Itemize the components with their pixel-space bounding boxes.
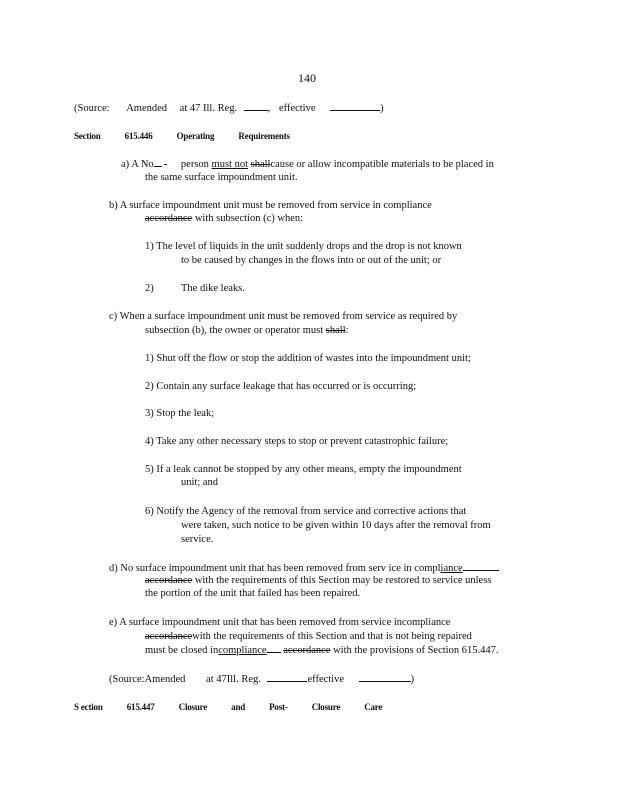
section-title-word: Care: [364, 702, 383, 712]
section-title-word: Operating: [176, 131, 215, 141]
register-blank: [244, 101, 268, 111]
item-c-line-1: c) When a surface impoundment unit must be removed from service as required by: [109, 311, 458, 322]
source-note: [74, 101, 384, 115]
item-a-line-1: [121, 157, 494, 171]
deleted-text: shall: [325, 325, 346, 336]
section-label: Section: [74, 131, 101, 141]
item-a-text: person: [180, 159, 209, 170]
item-a-text: a) A No: [121, 159, 154, 170]
section-title-word: Closure: [178, 702, 208, 712]
item-c-5-line-2: unit; and: [181, 477, 219, 488]
item-c-5-line-1: 5) If a leak cannot be stopped by any other means, empty the impoundment: [145, 464, 462, 475]
item-c-6-line-2: were taken, such notice to be given within 10 days after the removal from: [181, 520, 491, 531]
deleted-text: shall: [250, 159, 271, 170]
item-e-line-2: [145, 630, 472, 643]
source-close-paren: ): [380, 103, 384, 114]
item-c-text: subsection (b), the owner or operator must: [145, 325, 324, 336]
item-c-text: :: [345, 325, 349, 336]
source-note-close: [109, 672, 414, 686]
inserted-text: compliance: [218, 645, 267, 656]
item-d-line-1: [109, 561, 499, 575]
item-d-line-3: the portion of the unit that failed has been repaired.: [145, 588, 361, 599]
item-b-line-2: [145, 212, 303, 225]
item-a-line-2: the same surface impoundment unit.: [145, 172, 298, 183]
section-title-word: Post-: [269, 702, 288, 712]
deleted-text: accordance: [145, 575, 193, 586]
item-b-1-line-1: 1) The level of liquids in the unit suddenly drops and the drop is not known: [145, 241, 462, 252]
section-number: 615.446: [124, 131, 153, 141]
item-e-text: with the requirements of this Section and that is not being repaired: [192, 631, 472, 642]
item-c-2: 2) Contain any surface leakage that has occurred or is occurring;: [145, 381, 417, 392]
deleted-text: accordance: [283, 645, 331, 656]
source-text: at 47Ill. Reg.: [206, 674, 261, 685]
source-amended: Amended: [126, 103, 168, 114]
item-c-line-2: [145, 324, 349, 337]
section-title-word: Requirements: [238, 131, 290, 141]
source-text: (Source:Amended: [109, 674, 186, 685]
section-label: S ection: [74, 702, 103, 712]
item-b-2-text: The dike leaks.: [181, 283, 245, 294]
source-prefix: (Source:: [74, 103, 110, 114]
item-e-line-3: [145, 643, 498, 657]
item-c-6-line-1: 6) Notify the Agency of the removal from service and corrective actions that: [145, 506, 467, 517]
item-a-text: cause or allow incompatible materials to be placed in: [270, 159, 494, 170]
section-number: 615.447: [126, 702, 155, 712]
effective-blank: [359, 672, 411, 682]
item-e-text: must be closed in: [145, 645, 219, 656]
item-c-3: 3) Stop the leak;: [145, 408, 215, 419]
item-b-2-number: 2): [145, 283, 154, 294]
item-d-text: d) No surface impoundment unit that has been removed from serv ice in compl: [109, 563, 441, 574]
item-e-line-1: e) A surface impoundment unit that has been removed from service incompliance: [109, 617, 451, 628]
source-close-paren: ): [410, 674, 415, 685]
section-heading-615-447: [74, 701, 382, 714]
section-title-word: and: [231, 702, 246, 712]
source-register: at 47 Ill. Reg.: [179, 103, 238, 114]
section-title-word: Closure: [311, 702, 341, 712]
deleted-text: accordance: [145, 631, 193, 642]
item-d-text: with the requirements of this Section may be restored to service unless: [194, 575, 492, 586]
section-heading-615-446: [74, 130, 290, 143]
inserted-text: must not: [211, 159, 249, 170]
page-number: 140: [298, 71, 316, 85]
item-d-line-2: [145, 574, 491, 587]
deleted-text: accordance: [145, 213, 193, 224]
underline-blank: [154, 157, 162, 167]
item-c-4: 4) Take any other necessary steps to stop or prevent catastrophic failure;: [145, 436, 449, 447]
effective-blank: [330, 101, 380, 111]
source-text: effective: [307, 674, 345, 685]
underline-blank: [267, 643, 281, 653]
source-effective: effective: [278, 103, 316, 114]
item-b-1-line-2: to be caused by changes in the flows into or out of the unit; or: [181, 255, 442, 266]
register-blank: [267, 672, 307, 682]
item-b-text: with subsection (c) when:: [194, 213, 304, 224]
item-c-1: 1) Shut off the flow or stop the addition of wastes into the impoundment unit;: [145, 353, 471, 364]
source-comma: ,: [267, 103, 271, 114]
item-c-6-line-3: service.: [181, 534, 214, 545]
item-e-text: with the provisions of Section 615.447.: [333, 645, 499, 656]
struck-space: [164, 158, 178, 171]
inserted-text: iance: [440, 563, 463, 574]
item-b-line-1: b) A surface impoundment unit must be removed from service in compliance: [109, 200, 432, 211]
underline-blank: [463, 561, 499, 571]
